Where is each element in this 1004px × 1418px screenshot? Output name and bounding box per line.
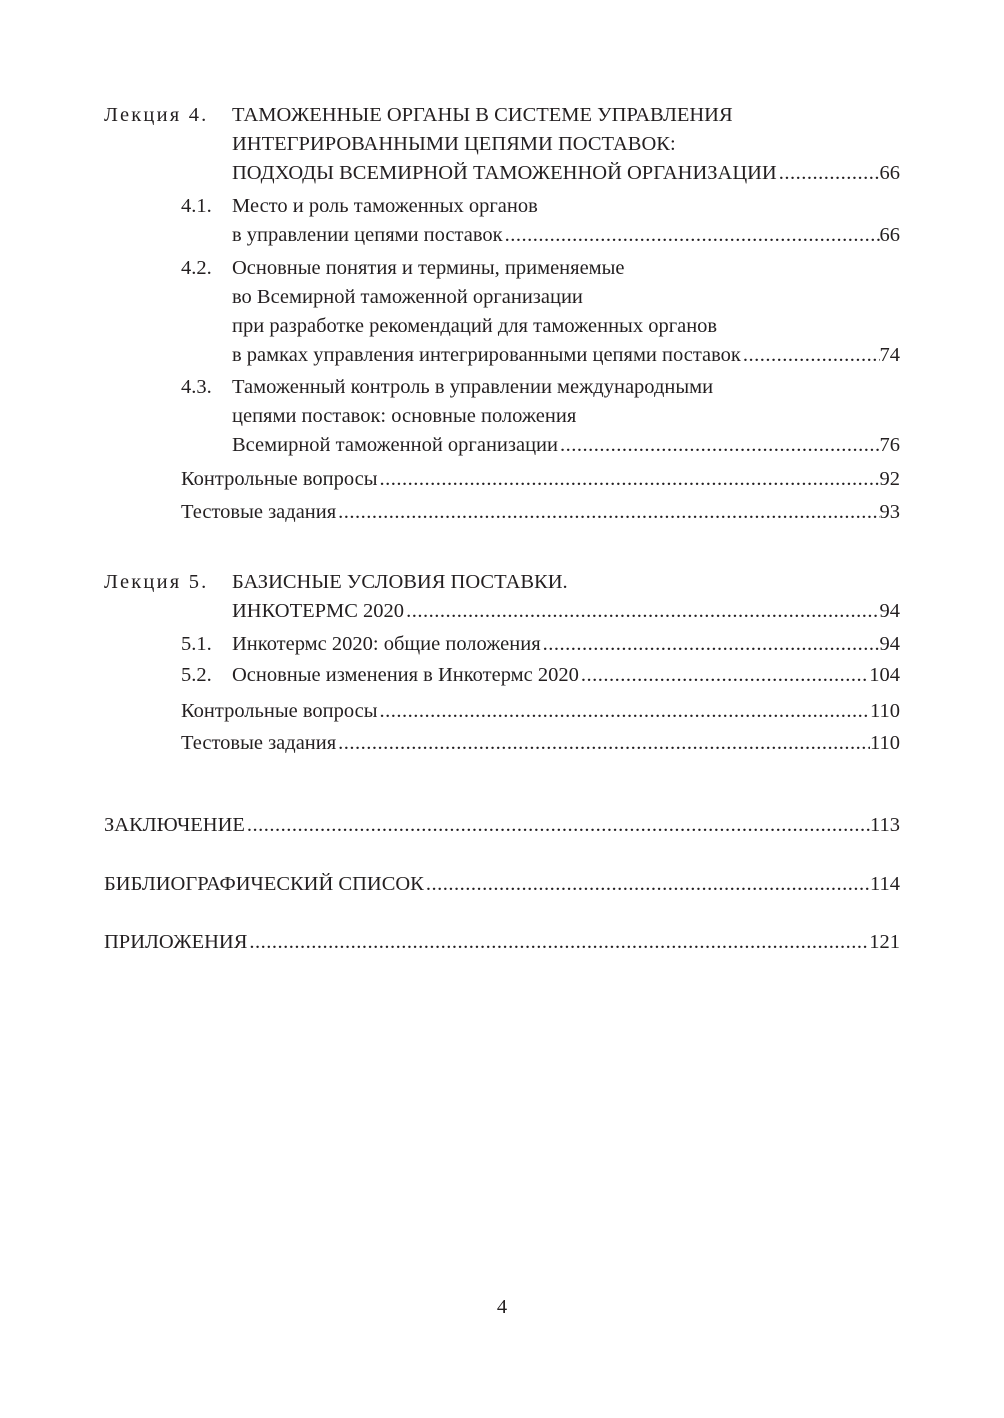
page-ref: 114 <box>870 873 900 895</box>
toc-entry-section-5-2[interactable] <box>232 661 900 689</box>
toc-entry-section-4-3[interactable] <box>232 431 900 459</box>
lecture-title-text: ТАМОЖЕННЫЕ ОРГАНЫ В СИСТЕМЕ УПРАВЛЕНИЯ <box>232 104 733 126</box>
dot-leader <box>541 630 880 658</box>
dot-leader <box>247 928 869 956</box>
lecture-title-text: ПОДХОДЫ ВСЕМИРНОЙ ТАМОЖЕННОЙ ОРГАНИЗАЦИИ <box>232 162 777 184</box>
lecture-label: Лекция 5. <box>104 571 209 593</box>
page-number: 4 <box>496 1296 508 1318</box>
dot-leader <box>404 597 879 625</box>
lecture-title-text: ИНТЕГРИРОВАННЫМИ ЦЕПЯМИ ПОСТАВОК: <box>232 133 676 155</box>
section-line <box>232 312 900 340</box>
dot-leader <box>378 697 870 725</box>
page-ref: 94 <box>879 600 900 622</box>
lecture-title-text: ИНКОТЕРМС 2020 <box>232 600 405 622</box>
toc-entry-section-4-2[interactable] <box>232 341 900 369</box>
page-ref: 74 <box>879 344 900 366</box>
section-text: во Всемирной таможенной организации <box>232 286 583 308</box>
section-text: в рамках управления интегрированными цепями поставок <box>232 344 741 366</box>
toc-entry-bibliography[interactable] <box>104 870 900 898</box>
dot-leader <box>424 870 870 898</box>
dot-leader <box>503 221 880 249</box>
entry-text: Тестовые задания <box>181 501 337 523</box>
entry-text: Тестовые задания <box>181 732 337 754</box>
section-text: при разработке рекомендаций для таможенных органов <box>232 315 718 337</box>
page-ref: 121 <box>869 931 900 953</box>
lecture-label: Лекция 4. <box>104 104 209 126</box>
section-text: Таможенный контроль в управлении международными <box>232 376 714 398</box>
section-text: в управлении цепями поставок <box>232 224 503 246</box>
toc-entry-section-5-1[interactable] <box>232 630 900 658</box>
entry-text: Контрольные вопросы <box>181 468 378 490</box>
toc-entry-questions[interactable] <box>181 465 900 493</box>
section-text: Всемирной таможенной организации <box>232 434 558 456</box>
toc-entry-conclusion[interactable] <box>104 811 900 839</box>
entry-text: Контрольные вопросы <box>181 700 378 722</box>
section-line <box>232 254 900 282</box>
page-ref: 66 <box>879 224 900 246</box>
lecture-title-line <box>232 101 900 129</box>
toc-entry-lecture-5[interactable] <box>232 597 900 625</box>
page-ref: 93 <box>879 501 900 523</box>
section-line <box>232 283 900 311</box>
section-text: Инкотермс 2020: общие положения <box>232 633 541 655</box>
page-ref: 110 <box>870 700 900 722</box>
page-ref: 66 <box>879 162 900 184</box>
lecture-title-text: БАЗИСНЫЕ УСЛОВИЯ ПОСТАВКИ. <box>232 571 568 593</box>
page-ref: 113 <box>870 814 900 836</box>
entry-text: ЗАКЛЮЧЕНИЕ <box>104 814 245 836</box>
section-line <box>232 373 900 401</box>
page-ref: 104 <box>869 664 900 686</box>
section-number: 5.1. <box>181 633 212 655</box>
page-ref: 76 <box>879 434 900 456</box>
section-number: 5.2. <box>181 664 212 686</box>
section-line <box>232 402 900 430</box>
section-number: 4.2. <box>181 257 212 279</box>
toc-entry-appendix[interactable] <box>104 928 900 956</box>
toc-entry-lecture-4[interactable] <box>232 159 900 187</box>
section-text: Основные изменения в Инкотермс 2020 <box>232 664 579 686</box>
dot-leader <box>777 159 880 187</box>
page-ref: 110 <box>870 732 900 754</box>
toc-entry-tests[interactable] <box>181 498 900 526</box>
dot-leader <box>336 729 870 757</box>
dot-leader <box>378 465 880 493</box>
lecture-title-line <box>232 130 900 158</box>
entry-text: ПРИЛОЖЕНИЯ <box>104 931 248 953</box>
section-number: 4.3. <box>181 376 212 398</box>
toc-entry-tests[interactable] <box>181 729 900 757</box>
section-text: цепями поставок: основные положения <box>232 405 577 427</box>
page-ref: 92 <box>879 468 900 490</box>
section-number: 4.1. <box>181 195 212 217</box>
toc-entry-questions[interactable] <box>181 697 900 725</box>
dot-leader <box>558 431 880 459</box>
page-ref: 94 <box>879 633 900 655</box>
dot-leader <box>245 811 870 839</box>
toc-entry-section-4-1[interactable] <box>232 221 900 249</box>
entry-text: БИБЛИОГРАФИЧЕСКИЙ СПИСОК <box>104 873 424 895</box>
section-text: Основные понятия и термины, применяемые <box>232 257 625 279</box>
section-line <box>232 192 900 220</box>
lecture-title-line <box>232 568 900 596</box>
dot-leader <box>579 661 869 689</box>
dot-leader <box>336 498 879 526</box>
section-text: Место и роль таможенных органов <box>232 195 538 217</box>
dot-leader <box>741 341 880 369</box>
